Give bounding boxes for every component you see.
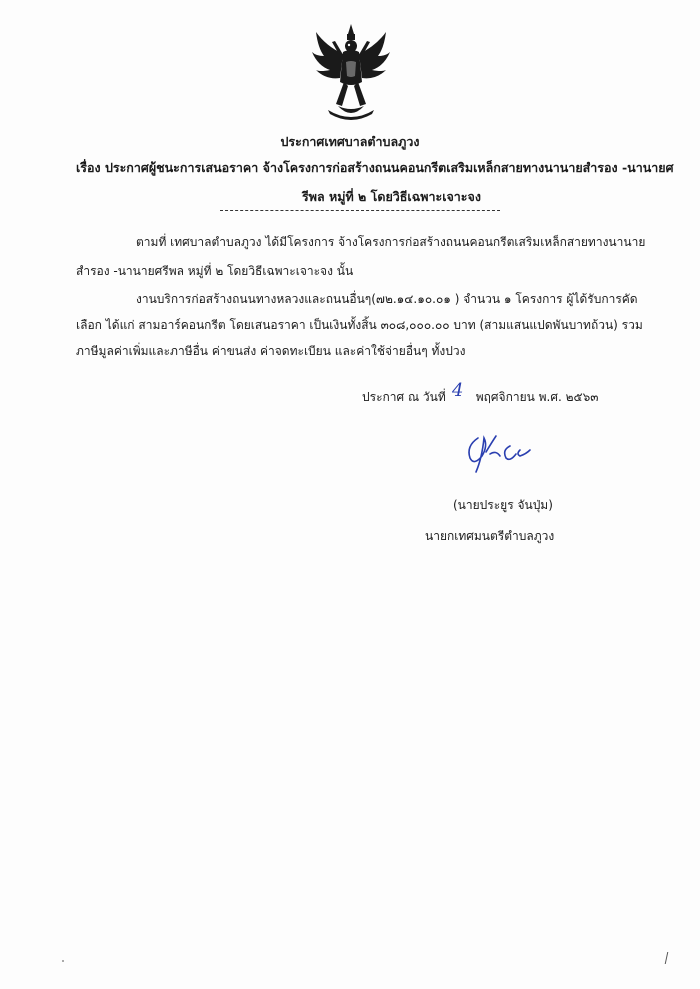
- date-suffix: พฤศจิกายน พ.ศ. ๒๕๖๓: [475, 390, 599, 404]
- paragraph-2-line-2: เลือก ได้แก่ สามอาร์คอนกรีต โดยเสนอราคา เป็นเงินทั้งสิ้น ๓๐๘,๐๐๐.๐๐ บาท (สามแสนแปดพันบาทถ้วน) รวม: [76, 318, 643, 332]
- paragraph-2-line-3: ภาษีมูลค่าเพิ่มและภาษีอื่น ค่าขนส่ง ค่าจดทะเบียน และค่าใช้จ่ายอื่นๆ ทั้งปวง: [76, 344, 466, 358]
- paragraph-1-line-1: ตามที่ เทศบาลตำบลภูวง ได้มีโครงการ จ้างโครงการก่อสร้างถนนคอนกรีตเสริมเหล็กสายทางนานาย: [136, 235, 646, 249]
- handwritten-day: 4: [452, 380, 464, 401]
- issuer-heading: ประกาศเทศบาลตำบลภูวง: [280, 134, 420, 149]
- signer-name: (นายประยูร จันปุ่ม): [453, 498, 553, 512]
- announcement-date: [362, 388, 598, 407]
- page-mark: [665, 952, 672, 964]
- signer-title: นายกเทศมนตรีตำบลภูวง: [425, 529, 555, 543]
- garuda-emblem-icon: [310, 22, 392, 122]
- dashed-divider: [220, 210, 500, 211]
- scan-speck: [62, 960, 64, 962]
- signature-icon: [464, 428, 544, 474]
- paragraph-1-line-2: สำรอง -นานายศรีพล หมู่ที่ ๒ โดยวิธีเฉพาะเจาะจง นั้น: [76, 264, 354, 278]
- paragraph-2-line-1: งานบริการก่อสร้างถนนทางหลวงและถนนอื่นๆ(๗๒.๑๔.๑๐.๐๑ ) จำนวน ๑ โครงการ ผู้ได้รับการคัด: [136, 292, 638, 306]
- subject-line-1: เรื่อง ประกาศผู้ชนะการเสนอราคา จ้างโครงการก่อสร้างถนนคอนกรีตเสริมเหล็กสายทางนานายสำรอง -นานายศ: [76, 160, 674, 175]
- date-prefix: ประกาศ ณ วันที่: [362, 390, 446, 404]
- subject-line-2: รีพล หมู่ที่ ๒ โดยวิธีเฉพาะเจาะจง: [302, 189, 481, 204]
